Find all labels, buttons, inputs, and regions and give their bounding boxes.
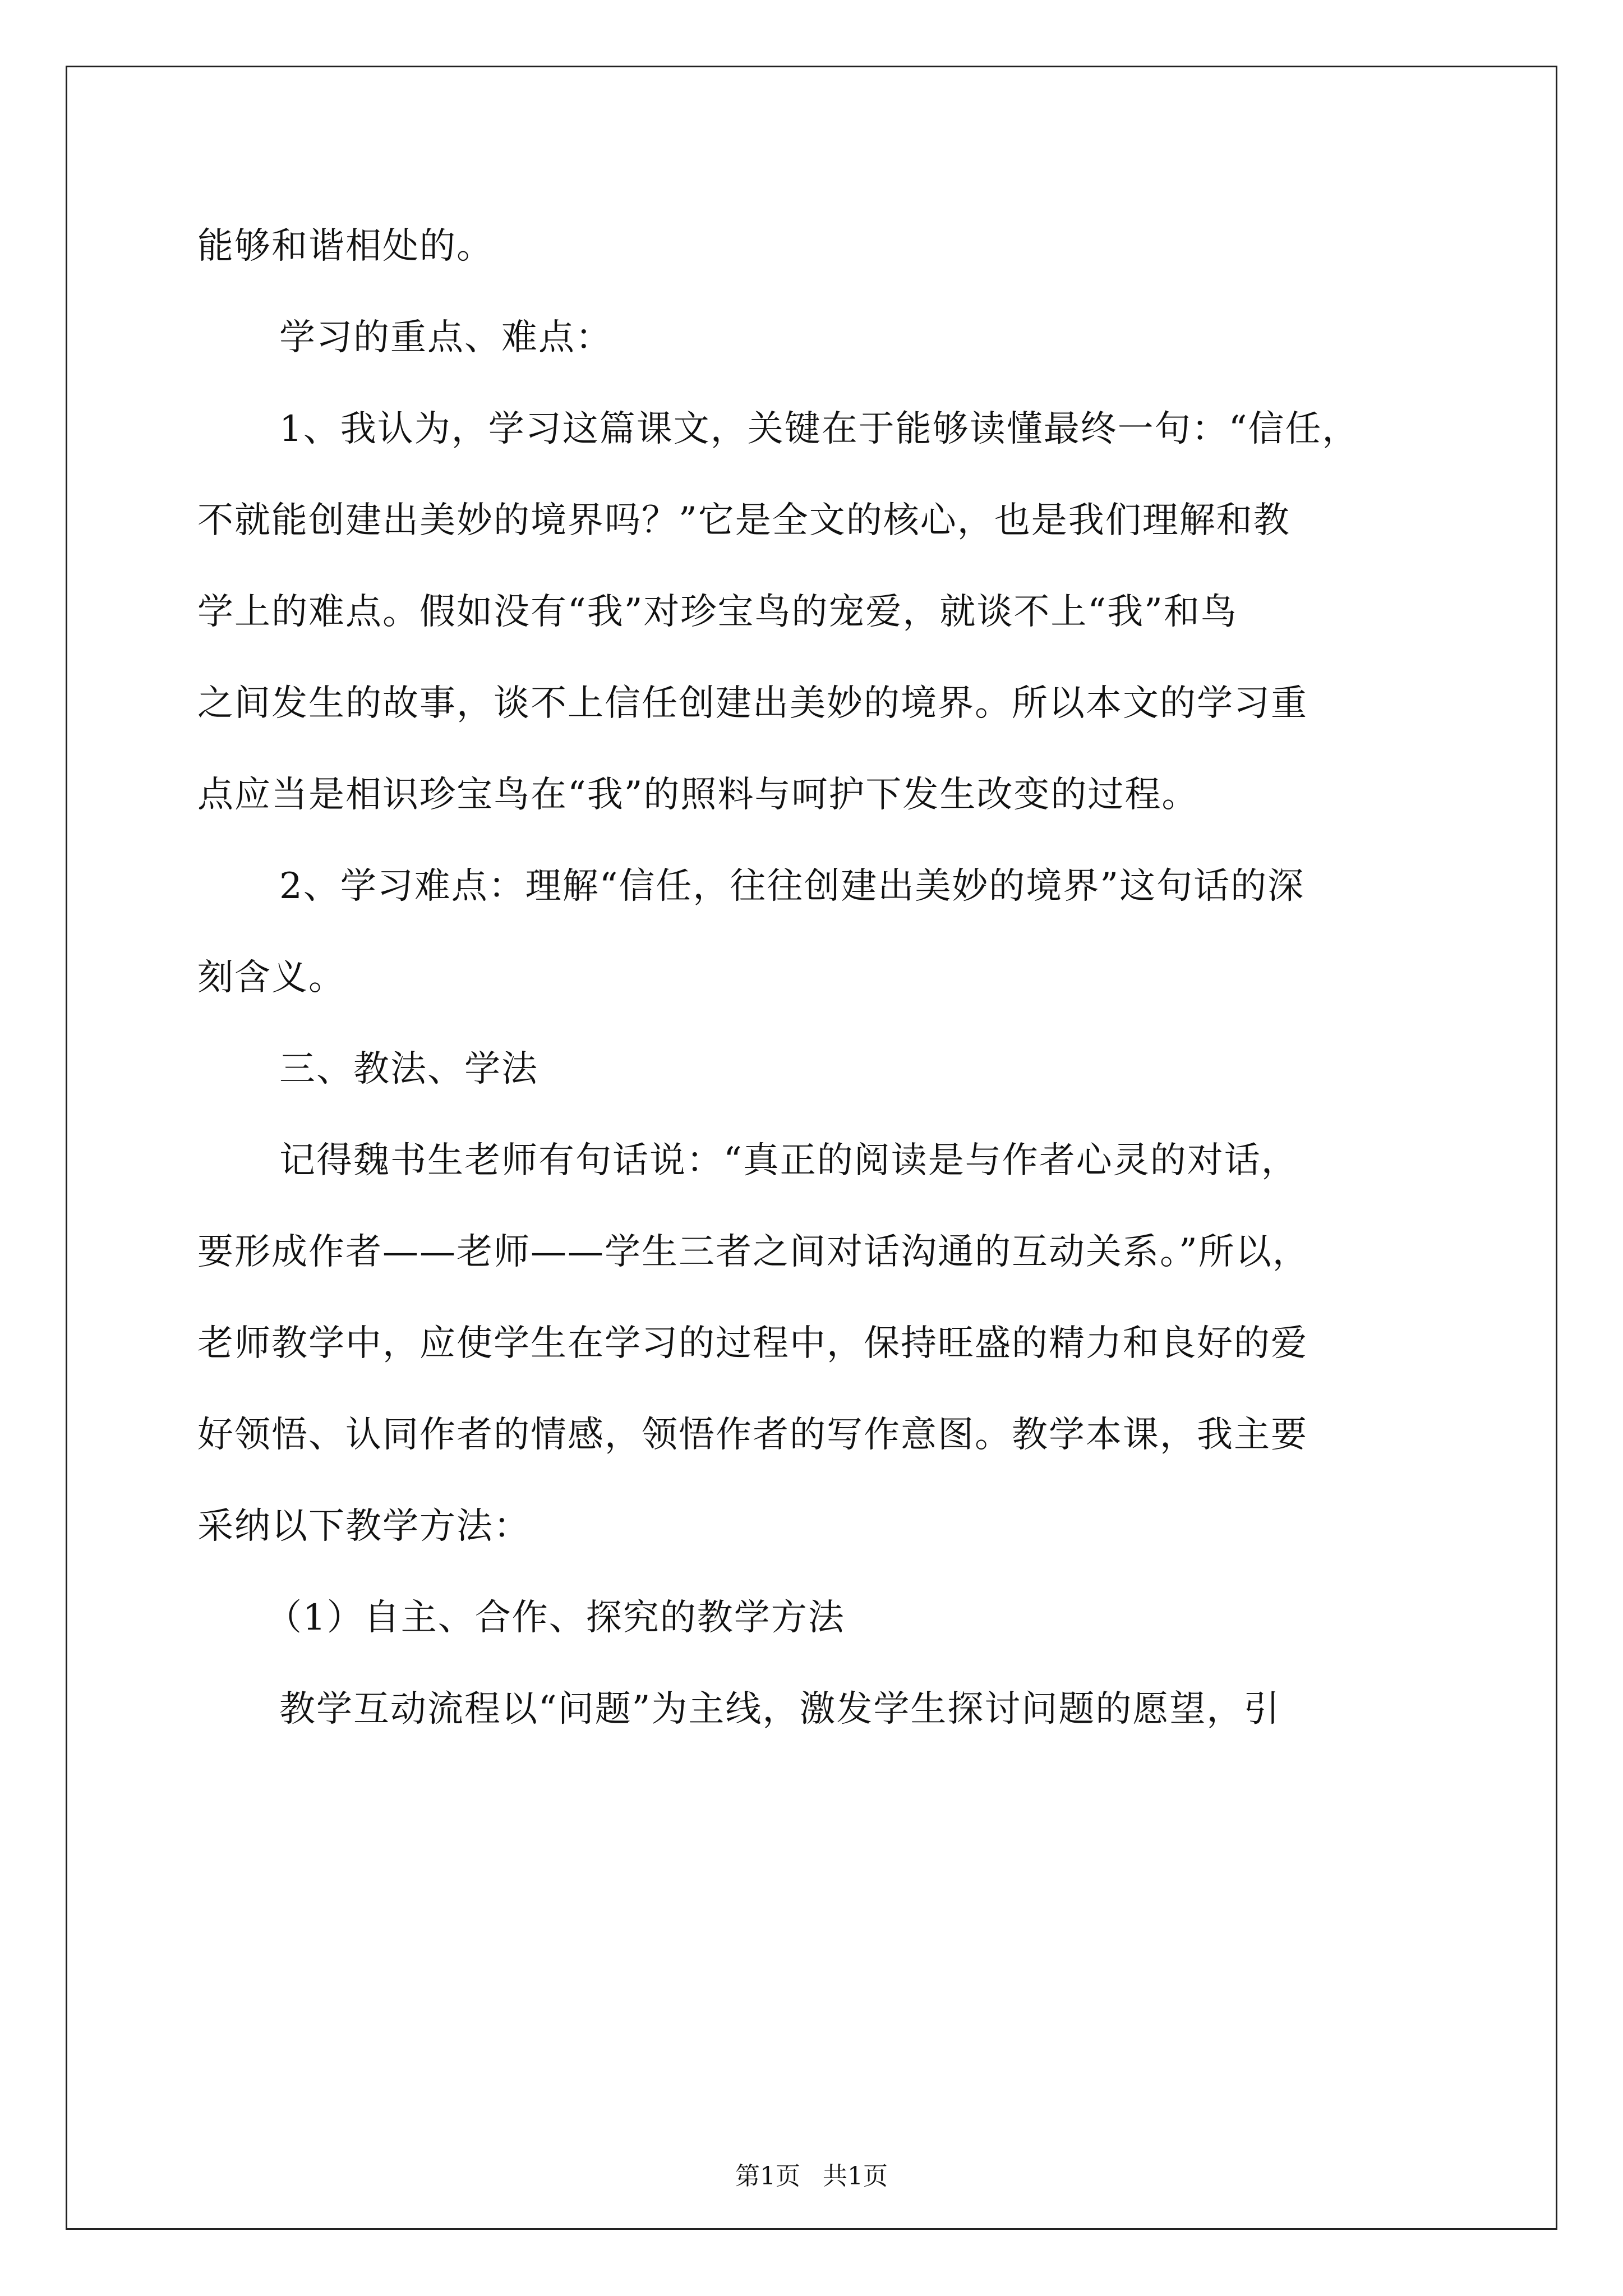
text-line: 好领悟、认同作者的情感，领悟作者的写作意图。教学本课，我主要 — [197, 1414, 1308, 1456]
text-line: 学上的难点。假如没有“我”对珍宝鸟的宠爱，就谈不上“我”和鸟 — [197, 591, 1238, 633]
text-line: 刻含义。 — [197, 957, 345, 999]
section-heading: 三、教法、学法 — [279, 1048, 538, 1090]
text-line: 教学互动流程以“问题”为主线，激发学生探讨问题的愿望，引 — [279, 1688, 1281, 1730]
page-total: 共1页 — [823, 2162, 888, 2191]
text-line: 2、学习难点：理解“信任，往往创建出美妙的境界”这句话的深 — [279, 866, 1305, 907]
text-line: 记得魏书生老师有句话说：“真正的阅读是与作者心灵的对话， — [279, 1140, 1298, 1181]
text-line: 采纳以下教学方法： — [197, 1506, 531, 1547]
text-line: 点应当是相识珍宝鸟在“我”的照料与呵护下发生改变的过程。 — [197, 774, 1199, 816]
text-line: 老师教学中，应使学生在学习的过程中，保持旺盛的精力和良好的爱 — [197, 1323, 1308, 1364]
subsection-heading: （1）自主、合作、探究的教学方法 — [266, 1597, 845, 1639]
text-line: 1、我认为，学习这篇课文，关键在于能够读懂最终一句：“信任， — [279, 408, 1359, 450]
text-line: 之间发生的故事，谈不上信任创建出美妙的境界。所以本文的学习重 — [197, 683, 1308, 724]
page-footer — [0, 2160, 1623, 2193]
text-line: 能够和谐相处的。 — [197, 226, 494, 267]
text-line: 不就能创建出美妙的境界吗？”它是全文的核心，也是我们理解和教 — [197, 500, 1290, 541]
page-number: 第1页 — [735, 2162, 800, 2191]
document-body — [197, 201, 1420, 1755]
text-line: 要形成作者——老师——学生三者之间对话沟通的互动关系。”所以， — [197, 1231, 1310, 1273]
section-heading: 学习的重点、难点： — [279, 317, 612, 358]
